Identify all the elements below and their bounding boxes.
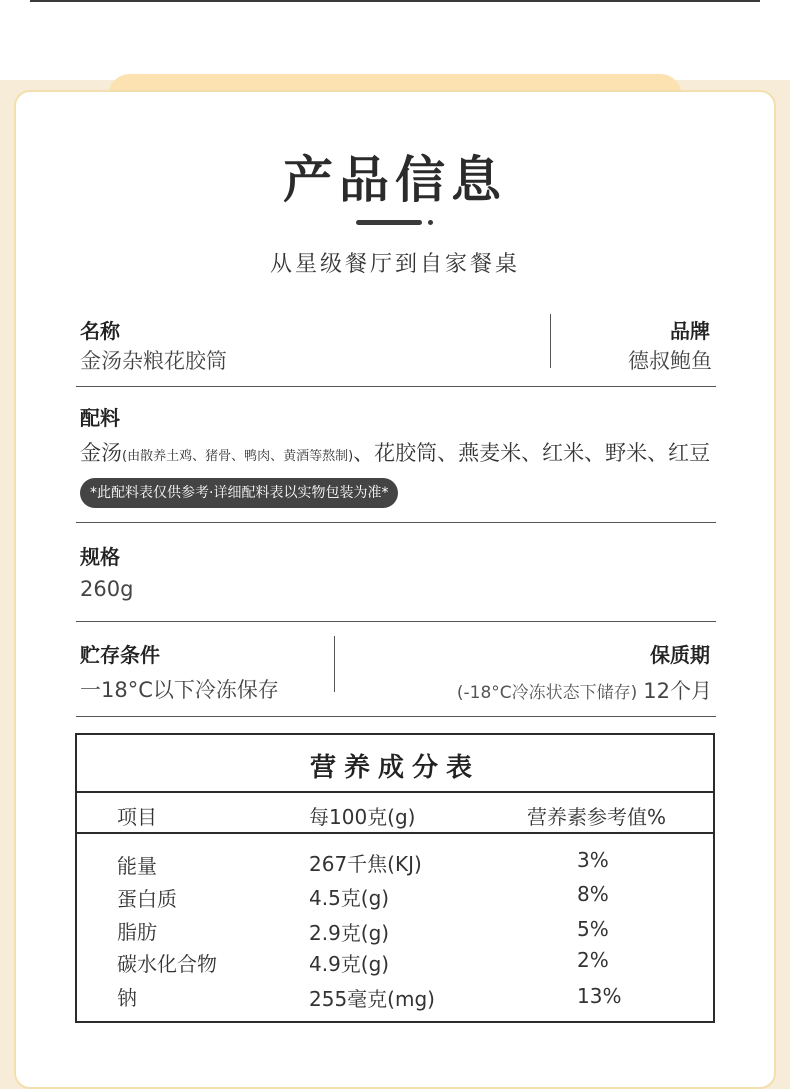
storage-value: 一18°C以下冷冻保存 [80, 678, 279, 702]
nutrition-row-nrv: 8% [577, 882, 609, 906]
nutrition-title: 营养成分表 [309, 753, 480, 783]
brand-label: 品牌 [670, 319, 710, 343]
name-brand-divider [550, 314, 551, 368]
nutrition-row-item: 钠 [117, 986, 137, 1010]
nutrition-title-rule [77, 791, 713, 793]
ingredients-label: 配料 [80, 406, 120, 430]
nutrition-table [75, 733, 715, 1023]
shelf-life-value [360, 675, 712, 705]
storage-label: 贮存条件 [80, 643, 160, 667]
nutrition-row-item: 蛋白质 [117, 887, 177, 911]
section-divider [76, 621, 716, 622]
shelf-life-duration: 12个月 [643, 679, 712, 703]
brand-value: 德叔鲍鱼 [628, 349, 712, 373]
nutrition-row-amount: 2.9克(g) [309, 921, 390, 945]
nutrition-header-rule [77, 832, 713, 834]
nutrition-header-amount: 每100克(g) [309, 805, 416, 829]
nutrition-row-item: 能量 [117, 854, 157, 878]
ingredients-note-badge: *此配料表仅供参考·详细配料表以实物包装为准* [80, 478, 398, 508]
name-value: 金汤杂粮花胶筒 [80, 349, 227, 373]
nutrition-row-item: 脂肪 [117, 920, 157, 944]
shelf-life-condition: (-18°C冷冻状态下储存) [456, 683, 638, 703]
nutrition-header-item: 项目 [117, 805, 157, 829]
ingredients-lead: 金汤 [80, 441, 122, 465]
ingredients-text [80, 437, 710, 467]
ingredients-rest: 、花胶筒、燕麦米、红米、野米、红豆 [353, 441, 711, 465]
page-subtitle: 从星级餐厅到自家餐桌 [269, 252, 520, 277]
nutrition-row-item: 碳水化合物 [117, 952, 217, 976]
nutrition-row-nrv: 3% [577, 848, 609, 872]
nutrition-row-nrv: 5% [577, 917, 609, 941]
section-divider [76, 386, 716, 387]
top-divider [30, 0, 760, 2]
section-divider [76, 522, 716, 523]
spec-value: 260g [80, 577, 134, 601]
spec-label: 规格 [80, 545, 120, 569]
nutrition-row-amount: 4.5克(g) [309, 886, 390, 910]
nutrition-row-nrv: 2% [577, 948, 609, 972]
section-divider [76, 716, 716, 717]
nutrition-row-amount: 255毫克(mg) [309, 987, 435, 1011]
title-underline [356, 220, 422, 225]
nutrition-header-nrv: 营养素参考值% [527, 805, 667, 829]
ingredients-detail: (由散养土鸡、猪骨、鸭肉、黄酒等熬制) [122, 449, 354, 464]
nutrition-row-amount: 4.9克(g) [309, 952, 390, 976]
shelf-life-label: 保质期 [650, 643, 710, 667]
nutrition-row-amount: 267千焦(KJ) [309, 852, 422, 876]
name-label: 名称 [80, 319, 120, 343]
nutrition-row-nrv: 13% [577, 984, 622, 1008]
page-title: 产品信息 [283, 151, 507, 209]
storage-shelf-divider [334, 636, 335, 692]
title-underline-dot [428, 220, 433, 225]
